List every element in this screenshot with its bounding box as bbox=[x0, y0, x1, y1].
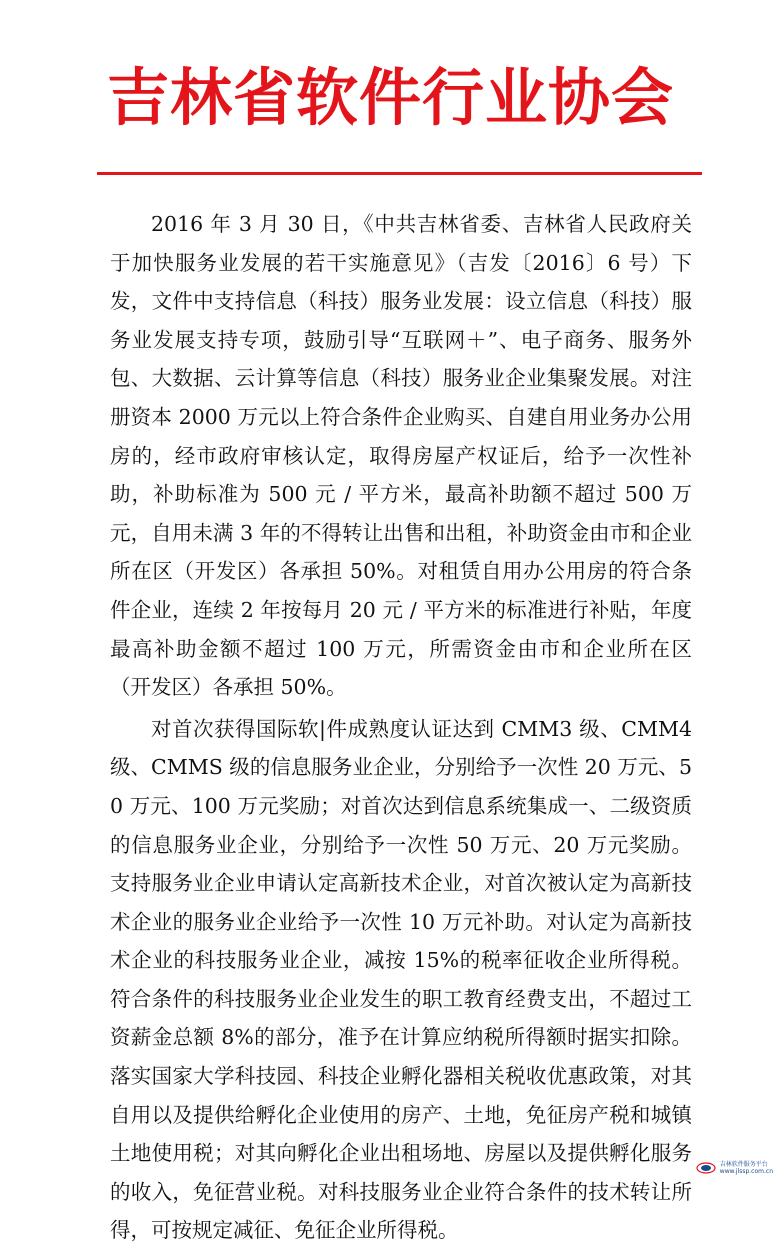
platform-logo-icon bbox=[696, 1161, 716, 1175]
page-title: 吉林省软件行业协会 bbox=[106, 61, 674, 134]
paragraph-2: 对首次获得国际软|件成熟度认证达到 CMM3 级、CMM4 级、CMMS 级的信息服务业企业，分别给予一次性 20 万元、50 万元、100 万元奖励；对首次达到信息系统集成一、二级资质的信息服务业企业，分别给予一次性 50 万元、20 万元奖励。支持服务业企业申请认定高新技术企业，对首次被认定为高新技术企业的服务业企业给予一次性 10 万元补助。对认定为高新技术企业的科技服务业企业，减按 15%的税率征收企业所得税。符合条件的科技服务业企业发生的职工教育经费支出，不超过工资薪金总额 8%的部分，准予在计算应纳税所得额时据实扣除。落实国家大学科技园、科技企业孵化器相关税收优惠政策，对其自用以及提供给孵化企业使用的房产、土地，免征房产税和城镇土地使用税；对其向孵化企业出租场地、房屋以及提供孵化服务的收入，免征营业税。对科技服务业企业符合条件的技术转让所得，可按规定减征、免征企业所得税。 bbox=[110, 716, 692, 1243]
paragraph-1: 2016 年 3 月 30 日，《中共吉林省委、吉林省人民政府关于加快服务业发展的若干实施意见》（吉发〔2016〕6 号）下发，文件中支持信息（科技）服务业发展：设立信息（科技）服务业发展支持专项，鼓励引导“互联网＋”、电子商务、服务外包、大数据、云计算等信息（科技）服务业企业集聚发展。对注册资本 2000 万元以上符合条件企业购买、自建自用业务办公用房的，经市政府审核认定，取得房屋产权证后，给予一次性补助，补助标准为 500 元 / 平方米，最高补助额不超过 500 万元，自用未满 3 年的不得转让出售和出租，补助资金由市和企业所在区（开发区）各承担 50%。对租赁自用办公用房的符合条件企业，连续 2 年按每月 20 元 / 平方米的标准进行补贴，年度最高补助金额不超过 100 万元，所需资金由市和企业所在区（开发区）各承担 50%。 bbox=[110, 212, 692, 700]
watermark bbox=[696, 1161, 773, 1175]
watermark-url: www.jlssp.com.cn bbox=[719, 1168, 773, 1175]
watermark-name: 吉林软件服务平台 bbox=[719, 1161, 768, 1168]
header-divider bbox=[97, 172, 702, 175]
document-body bbox=[110, 205, 692, 1253]
